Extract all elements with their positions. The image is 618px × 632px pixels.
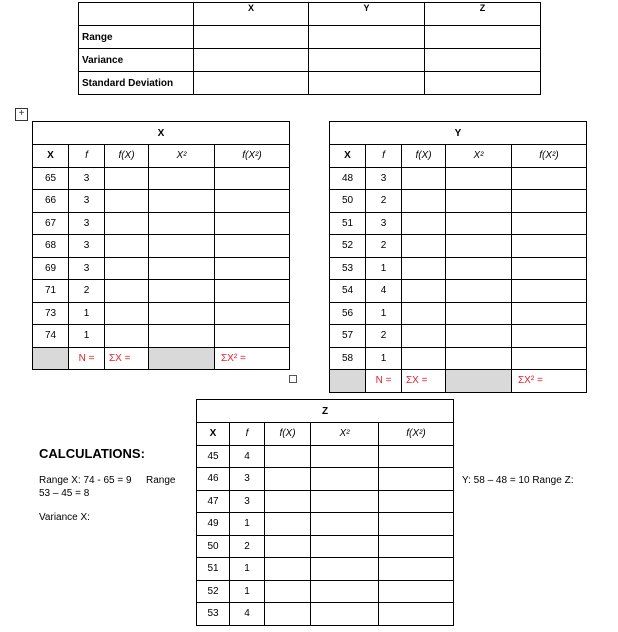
fx2-input-cell[interactable]: [379, 580, 454, 603]
summary-cell[interactable]: [194, 49, 309, 72]
col-header-f: f: [69, 145, 105, 168]
fx-input-cell[interactable]: [105, 190, 149, 213]
summary-header-y: Y: [309, 3, 425, 26]
f-value-cell: 2: [366, 235, 402, 258]
fx2-input-cell[interactable]: [215, 212, 290, 235]
summary-cell[interactable]: [194, 72, 309, 95]
x-value-cell: 49: [197, 513, 230, 536]
x2-input-cell[interactable]: [311, 580, 379, 603]
x-value-cell: 54: [330, 280, 366, 303]
summary-table: [78, 2, 541, 95]
range-label-text: Range: [146, 475, 176, 486]
table-row: [197, 580, 454, 603]
table-row: [197, 558, 454, 581]
fx-input-cell[interactable]: [105, 325, 149, 348]
x2-input-cell[interactable]: [149, 280, 215, 303]
x-value-cell: 57: [330, 325, 366, 348]
f-value-cell: 2: [69, 280, 105, 303]
f-value-cell: 2: [366, 325, 402, 348]
table-row: [197, 468, 454, 491]
f-value-cell: 1: [366, 257, 402, 280]
total-n-label: N =: [69, 347, 105, 370]
fx2-input-cell[interactable]: [215, 235, 290, 258]
fx-input-cell[interactable]: [105, 167, 149, 190]
fx-input-cell[interactable]: [402, 280, 446, 303]
table-row: [33, 235, 290, 258]
fx2-input-cell[interactable]: [379, 535, 454, 558]
table-row: [33, 302, 290, 325]
table-move-handle-icon[interactable]: +: [15, 108, 28, 121]
table-row: [330, 212, 587, 235]
col-header-fx: f(X): [105, 145, 149, 168]
frequency-table-z: [196, 399, 454, 626]
col-header-fx: f(X): [265, 423, 311, 446]
x2-input-cell[interactable]: [446, 190, 512, 213]
x2-input-cell[interactable]: [149, 190, 215, 213]
fx-input-cell[interactable]: [265, 445, 311, 468]
x-value-cell: 71: [33, 280, 69, 303]
fx-input-cell[interactable]: [265, 558, 311, 581]
summary-cell[interactable]: [425, 26, 541, 49]
x2-input-cell[interactable]: [311, 468, 379, 491]
summary-header-z: Z: [425, 3, 541, 26]
x-value-cell: 65: [33, 167, 69, 190]
summary-row-variance: Variance: [79, 49, 194, 72]
range-continued-text: 53 – 45 = 8: [39, 488, 90, 499]
x-value-cell: 66: [33, 190, 69, 213]
x2-input-cell[interactable]: [446, 302, 512, 325]
total-blank-cell: [33, 347, 69, 370]
x2-input-cell[interactable]: [311, 558, 379, 581]
summary-cell[interactable]: [309, 49, 425, 72]
f-value-cell: 1: [230, 580, 265, 603]
x2-input-cell[interactable]: [446, 257, 512, 280]
table-row: [330, 302, 587, 325]
fx2-input-cell[interactable]: [512, 167, 587, 190]
x-value-cell: 50: [197, 535, 230, 558]
x-value-cell: 53: [330, 257, 366, 280]
fx2-input-cell[interactable]: [379, 558, 454, 581]
fx2-input-cell[interactable]: [512, 347, 587, 370]
fx-input-cell[interactable]: [402, 325, 446, 348]
x2-input-cell[interactable]: [446, 235, 512, 258]
fx2-input-cell[interactable]: [512, 190, 587, 213]
x-value-cell: 45: [197, 445, 230, 468]
table-z-title: Z: [197, 400, 454, 423]
col-header-fx2: f(X²): [512, 145, 587, 168]
table-resize-handle[interactable]: [289, 375, 297, 383]
f-value-cell: 1: [230, 558, 265, 581]
fx-input-cell[interactable]: [265, 468, 311, 491]
frequency-table-y: [329, 121, 587, 393]
fx2-input-cell[interactable]: [379, 445, 454, 468]
f-value-cell: 3: [366, 167, 402, 190]
x2-input-cell[interactable]: [311, 490, 379, 513]
fx-input-cell[interactable]: [265, 535, 311, 558]
summary-row-range: Range: [79, 26, 194, 49]
total-sum-x-label: ΣX =: [105, 347, 149, 370]
col-header-fx2: f(X²): [215, 145, 290, 168]
table-row: [330, 280, 587, 303]
fx-input-cell[interactable]: [265, 580, 311, 603]
total-n-label: N =: [366, 370, 402, 393]
total-blank-cell: [149, 347, 215, 370]
fx2-input-cell[interactable]: [379, 468, 454, 491]
summary-cell[interactable]: [309, 72, 425, 95]
f-value-cell: 1: [366, 347, 402, 370]
x-value-cell: 53: [197, 603, 230, 626]
fx-input-cell[interactable]: [402, 190, 446, 213]
table-row: [33, 190, 290, 213]
table-row: [330, 235, 587, 258]
table-row: [330, 347, 587, 370]
x-value-cell: 67: [33, 212, 69, 235]
fx-input-cell[interactable]: [402, 302, 446, 325]
x2-input-cell[interactable]: [446, 280, 512, 303]
table-x-title: X: [33, 122, 290, 145]
table-row: [197, 513, 454, 536]
f-value-cell: 3: [69, 190, 105, 213]
table-y-title: Y: [330, 122, 587, 145]
fx2-input-cell[interactable]: [379, 603, 454, 626]
range-x-text: Range X: 74 - 65 = 9: [39, 475, 132, 486]
x-value-cell: 50: [330, 190, 366, 213]
x2-input-cell[interactable]: [311, 513, 379, 536]
x-value-cell: 68: [33, 235, 69, 258]
x-value-cell: 69: [33, 257, 69, 280]
table-row: [33, 212, 290, 235]
fx2-input-cell[interactable]: [512, 280, 587, 303]
fx2-input-cell[interactable]: [215, 257, 290, 280]
fx-input-cell[interactable]: [402, 212, 446, 235]
table-row: [197, 603, 454, 626]
table-row: [33, 280, 290, 303]
x2-input-cell[interactable]: [149, 235, 215, 258]
f-value-cell: 2: [366, 190, 402, 213]
x-value-cell: 73: [33, 302, 69, 325]
summary-cell[interactable]: [194, 26, 309, 49]
summary-row-std-dev: Standard Deviation: [79, 72, 194, 95]
x-value-cell: 48: [330, 167, 366, 190]
variance-x-text: Variance X:: [39, 512, 90, 523]
table-row: [33, 325, 290, 348]
x2-input-cell[interactable]: [311, 603, 379, 626]
total-blank-cell: [330, 370, 366, 393]
fx2-input-cell[interactable]: [512, 235, 587, 258]
fx-input-cell[interactable]: [402, 257, 446, 280]
fx2-input-cell[interactable]: [512, 257, 587, 280]
summary-header-x: X: [194, 3, 309, 26]
table-row: [33, 257, 290, 280]
fx2-input-cell[interactable]: [379, 513, 454, 536]
x-value-cell: 52: [197, 580, 230, 603]
f-value-cell: 2: [230, 535, 265, 558]
x2-input-cell[interactable]: [311, 535, 379, 558]
x2-input-cell[interactable]: [149, 212, 215, 235]
col-header-x2: X²: [149, 145, 215, 168]
table-row: [330, 167, 587, 190]
total-sum-x2-label: ΣX² =: [215, 347, 290, 370]
col-header-fx2: f(X²): [379, 423, 454, 446]
fx2-input-cell[interactable]: [512, 325, 587, 348]
col-header-x: X: [197, 423, 230, 446]
table-row: [197, 490, 454, 513]
x2-input-cell[interactable]: [149, 302, 215, 325]
f-value-cell: 4: [230, 445, 265, 468]
fx2-input-cell[interactable]: [512, 212, 587, 235]
f-value-cell: 3: [69, 212, 105, 235]
f-value-cell: 3: [69, 235, 105, 258]
table-row: [197, 535, 454, 558]
fx2-input-cell[interactable]: [215, 325, 290, 348]
fx-input-cell[interactable]: [402, 347, 446, 370]
x-value-cell: 52: [330, 235, 366, 258]
x-value-cell: 74: [33, 325, 69, 348]
f-value-cell: 3: [69, 167, 105, 190]
f-value-cell: 1: [69, 302, 105, 325]
fx-input-cell[interactable]: [402, 167, 446, 190]
fx-input-cell[interactable]: [105, 302, 149, 325]
summary-cell[interactable]: [425, 72, 541, 95]
fx2-input-cell[interactable]: [215, 302, 290, 325]
frequency-table-x: [32, 121, 290, 370]
f-value-cell: 3: [230, 468, 265, 491]
range-y-text: Y: 58 – 48 = 10 Range Z:: [462, 475, 574, 486]
fx2-input-cell[interactable]: [215, 167, 290, 190]
x-value-cell: 47: [197, 490, 230, 513]
f-value-cell: 1: [366, 302, 402, 325]
table-row: [330, 325, 587, 348]
fx-input-cell[interactable]: [265, 513, 311, 536]
col-header-f: f: [230, 423, 265, 446]
calculations-heading: CALCULATIONS:: [39, 446, 145, 461]
f-value-cell: 4: [366, 280, 402, 303]
table-row: [33, 167, 290, 190]
col-header-fx: f(X): [402, 145, 446, 168]
x2-input-cell[interactable]: [149, 167, 215, 190]
x2-input-cell[interactable]: [149, 257, 215, 280]
x-value-cell: 46: [197, 468, 230, 491]
f-value-cell: 3: [366, 212, 402, 235]
x-value-cell: 56: [330, 302, 366, 325]
fx-input-cell[interactable]: [105, 257, 149, 280]
x2-input-cell[interactable]: [311, 445, 379, 468]
fx-input-cell[interactable]: [265, 603, 311, 626]
fx2-input-cell[interactable]: [215, 190, 290, 213]
fx-input-cell[interactable]: [402, 235, 446, 258]
table-row: [330, 257, 587, 280]
summary-cell[interactable]: [425, 49, 541, 72]
fx-input-cell[interactable]: [265, 490, 311, 513]
fx-input-cell[interactable]: [105, 280, 149, 303]
summary-corner-cell[interactable]: [79, 3, 194, 26]
total-sum-x-label: ΣX =: [402, 370, 446, 393]
f-value-cell: 1: [69, 325, 105, 348]
col-header-x2: X²: [446, 145, 512, 168]
x2-input-cell[interactable]: [446, 347, 512, 370]
x2-input-cell[interactable]: [446, 167, 512, 190]
x-value-cell: 58: [330, 347, 366, 370]
x2-input-cell[interactable]: [446, 325, 512, 348]
f-value-cell: 1: [230, 513, 265, 536]
table-row: [197, 445, 454, 468]
x2-input-cell[interactable]: [446, 212, 512, 235]
fx2-input-cell[interactable]: [215, 280, 290, 303]
col-header-x2: X²: [311, 423, 379, 446]
table-row: [330, 190, 587, 213]
col-header-x: X: [33, 145, 69, 168]
f-value-cell: 3: [230, 490, 265, 513]
col-header-x: X: [330, 145, 366, 168]
x2-input-cell[interactable]: [149, 325, 215, 348]
f-value-cell: 4: [230, 603, 265, 626]
fx-input-cell[interactable]: [105, 235, 149, 258]
col-header-f: f: [366, 145, 402, 168]
f-value-cell: 3: [69, 257, 105, 280]
fx2-input-cell[interactable]: [512, 302, 587, 325]
x-value-cell: 51: [330, 212, 366, 235]
fx-input-cell[interactable]: [105, 212, 149, 235]
fx2-input-cell[interactable]: [379, 490, 454, 513]
total-sum-x2-label: ΣX² =: [512, 370, 587, 393]
summary-cell[interactable]: [309, 26, 425, 49]
total-blank-cell: [446, 370, 512, 393]
x-value-cell: 51: [197, 558, 230, 581]
